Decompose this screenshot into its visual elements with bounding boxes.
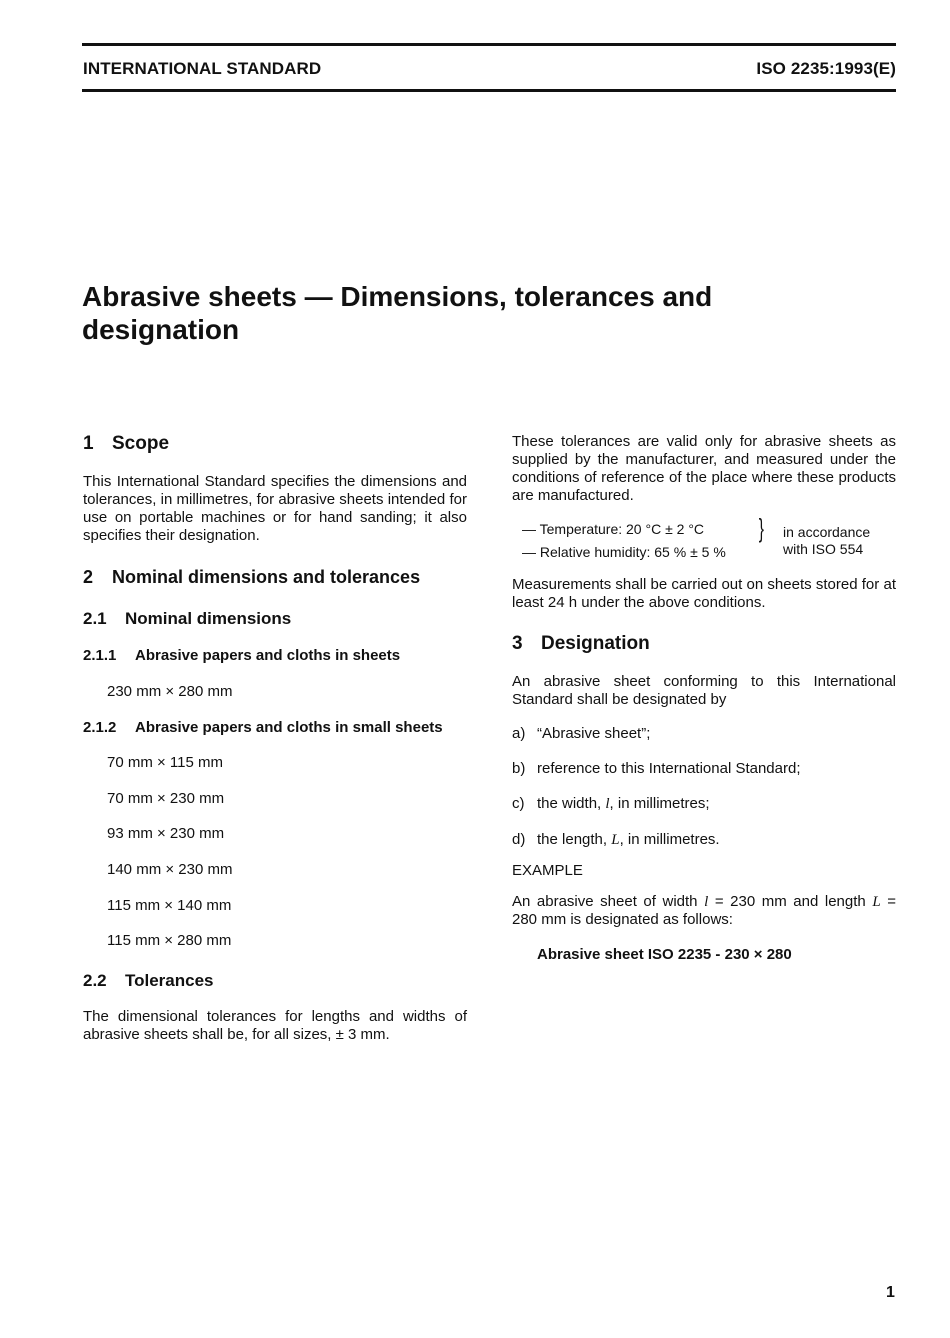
- example-paragraph: [512, 893, 896, 929]
- subsection-number: 2.1: [83, 609, 107, 628]
- list-item: [512, 795, 710, 813]
- dimension-item: 115 mm × 280 mm: [107, 932, 232, 949]
- condition-reference-line2: with ISO 554: [783, 541, 864, 557]
- clause-heading-small-sheets: [83, 719, 443, 736]
- variable-width: l: [704, 894, 709, 910]
- section-number: 3: [512, 633, 523, 654]
- page-number: 1: [886, 1284, 895, 1301]
- header-doc-type: INTERNATIONAL STANDARD: [83, 59, 322, 78]
- dimension-item: 230 mm × 280 mm: [107, 683, 233, 700]
- dimension-item: 140 mm × 230 mm: [107, 861, 233, 878]
- example-label: EXAMPLE: [512, 862, 583, 879]
- curly-brace: }: [758, 513, 764, 543]
- list-item-label: d): [512, 831, 526, 848]
- list-item: [512, 831, 720, 849]
- clause-heading-sheets: [83, 647, 400, 664]
- section-title: Scope: [112, 433, 170, 454]
- condition-temperature: — Temperature: 20 °C ± 2 °C: [522, 521, 705, 537]
- list-item: [512, 760, 801, 777]
- clause-number: 2.1.1: [83, 647, 117, 664]
- subsection-title: Nominal dimensions: [125, 609, 292, 628]
- subsection-heading-nominal-dimensions: [83, 609, 291, 629]
- clause-number: 2.1.2: [83, 719, 117, 736]
- dimension-item: 115 mm × 140 mm: [107, 897, 232, 914]
- list-item-text: reference to this International Standard;: [537, 760, 801, 777]
- header-bottom-rule: [82, 89, 896, 92]
- section-heading-designation: [512, 633, 650, 655]
- condition-reference-line1: in accordance: [783, 524, 871, 540]
- list-item-label: b): [512, 760, 526, 777]
- dimension-item: 70 mm × 115 mm: [107, 754, 224, 771]
- designation-example-result: Abrasive sheet ISO 2235 - 230 × 280: [537, 946, 792, 963]
- list-item-text: , in millimetres.: [619, 831, 720, 848]
- example-text: = 280 mm is designated as follows:: [512, 893, 896, 928]
- tolerances-paragraph: The dimensional tolerances for lengths and widths of abrasive sheets shall be, for all sizes, ± 3 mm.: [83, 1008, 467, 1043]
- example-text: = 230 mm and length: [708, 893, 873, 910]
- clause-title: Abrasive papers and cloths in small sheets: [135, 719, 443, 736]
- list-item-label: a): [512, 725, 526, 742]
- condition-humidity: — Relative humidity: 65 % ± 5 %: [522, 544, 726, 560]
- list-item: [512, 725, 650, 742]
- list-item-text: the width,: [537, 795, 606, 812]
- page-title: Abrasive sheets — Dimensions, tolerances and designation: [82, 281, 713, 345]
- list-item-label: c): [512, 795, 525, 812]
- section-heading-nominal: [83, 567, 420, 588]
- header-top-rule: [82, 43, 896, 46]
- variable-width: l: [605, 796, 610, 812]
- section-title: Nominal dimensions and tolerances: [112, 567, 421, 587]
- tolerance-validity-paragraph: These tolerances are valid only for abrasive sheets as supplied by the manufacturer, and measured under the conditions of reference of the place where these products are manufactured.: [512, 433, 896, 504]
- section-heading-scope: [83, 433, 169, 455]
- dimension-item: 93 mm × 230 mm: [107, 825, 225, 842]
- section-number: 2: [83, 567, 94, 587]
- scope-paragraph: This International Standard specifies the dimensions and tolerances, in millimetres, for abrasive sheets intended for use on portable machines or for hand sanding; it also specifies their designation.: [83, 473, 467, 544]
- variable-length: L: [611, 832, 620, 848]
- list-item-text: , in millimetres;: [609, 795, 710, 812]
- list-item-text: the length,: [537, 831, 612, 848]
- dimension-item: 70 mm × 230 mm: [107, 790, 225, 807]
- designation-intro: An abrasive sheet conforming to this International Standard shall be designated by: [512, 673, 896, 708]
- measurements-paragraph: Measurements shall be carried out on sheets stored for at least 24 h under the above conditions.: [512, 576, 896, 611]
- subsection-title: Tolerances: [125, 971, 214, 990]
- subsection-number: 2.2: [83, 971, 107, 990]
- list-item-text: “Abrasive sheet”;: [537, 725, 651, 742]
- header-doc-id: ISO 2235:1993(E): [756, 59, 896, 78]
- subsection-heading-tolerances: [83, 971, 214, 991]
- section-title: Designation: [541, 633, 650, 654]
- example-text: An abrasive sheet of width: [512, 893, 705, 910]
- clause-title: Abrasive papers and cloths in sheets: [135, 647, 401, 664]
- variable-length: L: [872, 894, 881, 910]
- section-number: 1: [83, 433, 94, 454]
